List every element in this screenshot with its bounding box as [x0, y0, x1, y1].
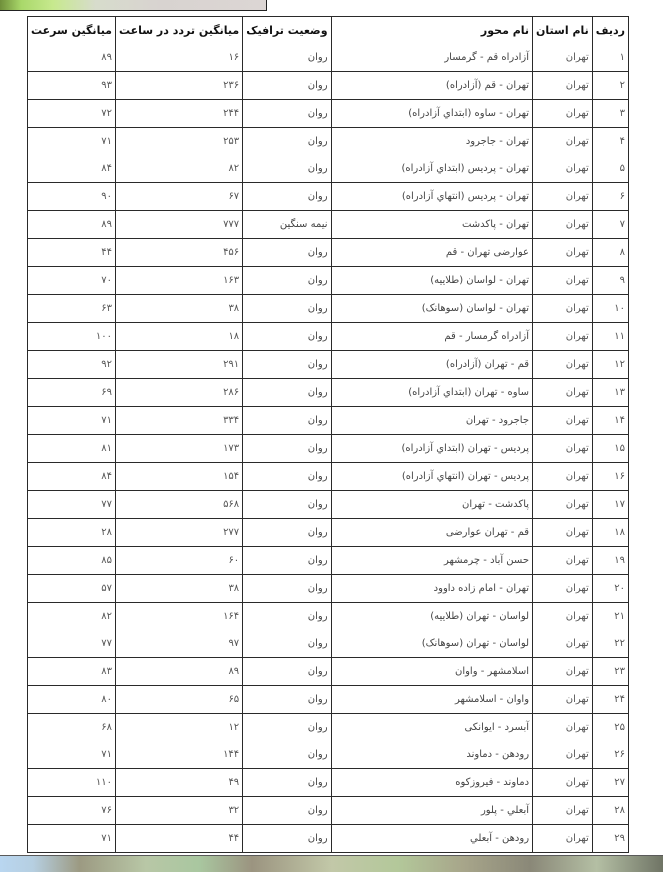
cell-route: رودهن - دماوند: [331, 741, 533, 769]
cell-traffic-status: روان: [243, 435, 331, 463]
cell-index: ۲۲: [592, 630, 628, 658]
cell-hourly-flow: [116, 44, 243, 72]
table-row: [28, 686, 629, 714]
cell-route: پردیس - تهران (انتهاي آزادراه): [331, 463, 533, 491]
cell-province: تهران: [533, 575, 593, 603]
cell-route: آبعلي - پلور: [331, 797, 533, 825]
cell-province: تهران: [533, 211, 593, 239]
cell-average-speed-value: ۱۰۰: [95, 331, 112, 342]
cell-hourly-flow-value: ۱۸: [228, 331, 240, 342]
cell-index: ۶: [592, 183, 628, 211]
cell-index: ۲: [592, 72, 628, 100]
cell-province: تهران: [533, 267, 593, 295]
cell-route: تهران - جاجرود: [331, 128, 533, 156]
cell-hourly-flow: [116, 658, 243, 686]
cell-hourly-flow-value: ۴۵۶: [223, 247, 240, 258]
cell-province: تهران: [533, 351, 593, 379]
table-row: [28, 128, 629, 156]
cell-average-speed-value: ۶۳: [101, 303, 112, 314]
cell-hourly-flow: [116, 630, 243, 658]
cell-index: ۳: [592, 100, 628, 128]
cell-average-speed: [28, 351, 116, 379]
cell-average-speed: [28, 211, 116, 239]
header-index: ردیف: [592, 17, 628, 45]
table-row: [28, 463, 629, 491]
table-row: [28, 351, 629, 379]
cell-average-speed: [28, 575, 116, 603]
cell-average-speed-value: ۱۱۰: [95, 777, 112, 788]
cell-hourly-flow-value: ۱۶: [228, 52, 240, 63]
cell-average-speed-value: ۷۲: [101, 108, 112, 119]
cell-average-speed: [28, 547, 116, 575]
cell-route: تهران - پردیس (انتهاي آزادراه): [331, 183, 533, 211]
cell-index: ۱۵: [592, 435, 628, 463]
cell-average-speed: [28, 825, 116, 853]
cell-average-speed-value: ۶۹: [101, 387, 112, 398]
cell-hourly-flow-value: ۳۲: [228, 805, 240, 816]
cell-index: ۲۴: [592, 686, 628, 714]
cell-hourly-flow-value: ۳۳۴: [223, 415, 240, 426]
table-row: [28, 379, 629, 407]
cell-traffic-status: روان: [243, 72, 331, 100]
table-row: [28, 491, 629, 519]
table-row: [28, 825, 629, 853]
table-header-row: [28, 17, 629, 45]
cell-traffic-status: روان: [243, 519, 331, 547]
table-row: [28, 797, 629, 825]
cell-hourly-flow-value: ۱۶۴: [223, 611, 240, 622]
cell-index: ۱۴: [592, 407, 628, 435]
table-row: [28, 769, 629, 797]
cell-province: تهران: [533, 295, 593, 323]
cell-hourly-flow: [116, 519, 243, 547]
cell-traffic-status: روان: [243, 379, 331, 407]
table-row: [28, 741, 629, 769]
cell-route: رودهن - آبعلي: [331, 825, 533, 853]
cell-average-speed-value: ۸۴: [101, 163, 112, 174]
cell-route: لواسان - تهران (طلاییه): [331, 603, 533, 631]
cell-average-speed-value: ۷۷: [101, 638, 112, 649]
header-route: نام محور: [331, 17, 533, 45]
cell-average-speed-value: ۹۳: [101, 80, 112, 91]
cell-index: ۱۸: [592, 519, 628, 547]
cell-average-speed-value: ۹۰: [101, 191, 112, 202]
cell-average-speed-value: ۶۸: [101, 722, 112, 733]
cell-average-speed: [28, 686, 116, 714]
cell-traffic-status: روان: [243, 267, 331, 295]
cell-route: آزادراه گرمسار - قم: [331, 323, 533, 351]
cell-average-speed-value: ۴۴: [101, 247, 112, 258]
cell-province: تهران: [533, 183, 593, 211]
cell-hourly-flow: [116, 100, 243, 128]
header-hourly-flow: میانگین تردد در ساعت: [116, 17, 243, 45]
cell-route: واوان - اسلامشهر: [331, 686, 533, 714]
cell-average-speed: [28, 100, 116, 128]
table-row: [28, 603, 629, 631]
cell-province: تهران: [533, 686, 593, 714]
cell-hourly-flow: [116, 603, 243, 631]
cell-hourly-flow: [116, 323, 243, 351]
cell-hourly-flow: [116, 183, 243, 211]
cell-index: ۱۷: [592, 491, 628, 519]
cell-route: تهران - ساوه (ابتداي آزادراه): [331, 100, 533, 128]
cell-index: ۴: [592, 128, 628, 156]
cell-average-speed: [28, 603, 116, 631]
cell-hourly-flow-value: ۶۰: [228, 555, 240, 566]
cell-traffic-status: روان: [243, 407, 331, 435]
cell-index: ۱۰: [592, 295, 628, 323]
cell-traffic-status: روان: [243, 686, 331, 714]
header-traffic-status: وضعیت ترافیک: [243, 17, 331, 45]
cell-hourly-flow: [116, 267, 243, 295]
cell-index: ۲۳: [592, 658, 628, 686]
cell-average-speed: [28, 714, 116, 742]
cell-hourly-flow-value: ۶۵: [228, 694, 240, 705]
cell-average-speed-value: ۷۷: [101, 499, 112, 510]
cell-hourly-flow: [116, 825, 243, 853]
cell-traffic-status: روان: [243, 295, 331, 323]
cell-hourly-flow: [116, 575, 243, 603]
cell-average-speed: [28, 630, 116, 658]
cell-hourly-flow: [116, 155, 243, 183]
cell-hourly-flow: [116, 351, 243, 379]
cell-hourly-flow-value: ۹۷: [228, 638, 240, 649]
cell-hourly-flow-value: ۱۷۳: [223, 443, 240, 454]
cell-index: ۲۸: [592, 797, 628, 825]
table-row: [28, 44, 629, 72]
cell-hourly-flow-value: ۵۶۸: [223, 499, 240, 510]
cell-index: ۲۵: [592, 714, 628, 742]
cell-province: تهران: [533, 463, 593, 491]
cell-average-speed: [28, 183, 116, 211]
cell-traffic-status: روان: [243, 825, 331, 853]
cell-traffic-status: روان: [243, 183, 331, 211]
cell-hourly-flow: [116, 547, 243, 575]
cell-route: آزادراه قم - گرمسار: [331, 44, 533, 72]
cell-hourly-flow-value: ۸۹: [228, 666, 240, 677]
cell-index: ۱۱: [592, 323, 628, 351]
table-row: [28, 323, 629, 351]
cell-average-speed-value: ۸۴: [101, 471, 112, 482]
cell-route: تهران - امام زاده داوود: [331, 575, 533, 603]
cell-hourly-flow-value: ۲۵۳: [223, 136, 240, 147]
cell-hourly-flow: [116, 686, 243, 714]
cell-traffic-status: روان: [243, 575, 331, 603]
cell-route: پاکدشت - تهران: [331, 491, 533, 519]
cell-average-speed-value: ۸۹: [101, 52, 112, 63]
cell-province: تهران: [533, 128, 593, 156]
cell-traffic-status: روان: [243, 128, 331, 156]
cell-hourly-flow-value: ۱۴۴: [223, 749, 240, 760]
cell-traffic-status: روان: [243, 491, 331, 519]
cell-average-speed-value: ۵۷: [101, 583, 112, 594]
cell-average-speed-value: ۷۱: [101, 415, 112, 426]
cell-average-speed: [28, 239, 116, 267]
cell-route: تهران - قم (آزادراه): [331, 72, 533, 100]
cell-hourly-flow: [116, 769, 243, 797]
cell-average-speed-value: ۷۰: [101, 275, 112, 286]
cell-index: ۱: [592, 44, 628, 72]
cell-average-speed: [28, 519, 116, 547]
cell-province: تهران: [533, 155, 593, 183]
cell-index: ۹: [592, 267, 628, 295]
cell-hourly-flow-value: ۷۷۷: [223, 219, 240, 230]
cell-route: تهران - لواسان (سوهانک): [331, 295, 533, 323]
cell-hourly-flow-value: ۴۴: [228, 833, 240, 844]
cell-traffic-status: روان: [243, 769, 331, 797]
top-photo-fragment: [0, 0, 267, 11]
table-row: [28, 714, 629, 742]
cell-average-speed-value: ۸۰: [101, 694, 112, 705]
cell-hourly-flow-value: ۶۷: [228, 191, 240, 202]
header-average-speed: میانگین سرعت: [28, 17, 116, 45]
table-row: [28, 239, 629, 267]
cell-hourly-flow-value: ۲۹۱: [223, 359, 240, 370]
cell-hourly-flow-value: ۲۸۶: [223, 387, 240, 398]
cell-route: حسن آباد - چرمشهر: [331, 547, 533, 575]
cell-average-speed: [28, 797, 116, 825]
cell-hourly-flow: [116, 379, 243, 407]
cell-average-speed: [28, 741, 116, 769]
cell-average-speed: [28, 435, 116, 463]
table-row: [28, 407, 629, 435]
cell-province: تهران: [533, 100, 593, 128]
cell-province: تهران: [533, 769, 593, 797]
cell-route: پردیس - تهران (ابتداي آزادراه): [331, 435, 533, 463]
cell-hourly-flow: [116, 463, 243, 491]
cell-index: ۸: [592, 239, 628, 267]
table-row: [28, 100, 629, 128]
cell-hourly-flow-value: ۳۸: [228, 303, 240, 314]
cell-traffic-status: روان: [243, 100, 331, 128]
cell-province: تهران: [533, 714, 593, 742]
cell-average-speed: [28, 407, 116, 435]
cell-route: ساوه - تهران (ابتداي آزادراه): [331, 379, 533, 407]
table-row: [28, 183, 629, 211]
cell-index: ۱۳: [592, 379, 628, 407]
cell-hourly-flow: [116, 741, 243, 769]
cell-hourly-flow-value: ۱۲: [228, 722, 240, 733]
table-row: [28, 575, 629, 603]
cell-hourly-flow: [116, 435, 243, 463]
cell-province: تهران: [533, 491, 593, 519]
cell-hourly-flow: [116, 72, 243, 100]
cell-average-speed-value: ۹۲: [101, 359, 112, 370]
cell-route: اسلامشهر - واوان: [331, 658, 533, 686]
cell-route: آبسرد - ایوانکی: [331, 714, 533, 742]
cell-traffic-status: روان: [243, 630, 331, 658]
cell-traffic-status: روان: [243, 658, 331, 686]
cell-average-speed: [28, 769, 116, 797]
cell-province: تهران: [533, 603, 593, 631]
cell-province: تهران: [533, 658, 593, 686]
cell-average-speed-value: ۷۱: [101, 136, 112, 147]
cell-index: ۲۷: [592, 769, 628, 797]
cell-average-speed: [28, 72, 116, 100]
cell-average-speed: [28, 295, 116, 323]
cell-hourly-flow: [116, 128, 243, 156]
cell-province: تهران: [533, 630, 593, 658]
cell-average-speed-value: ۸۹: [101, 219, 112, 230]
cell-traffic-status: روان: [243, 463, 331, 491]
cell-route: دماوند - فیروزکوه: [331, 769, 533, 797]
cell-hourly-flow: [116, 407, 243, 435]
traffic-status-table: [27, 16, 629, 853]
table-row: [28, 211, 629, 239]
cell-hourly-flow: [116, 239, 243, 267]
cell-province: تهران: [533, 797, 593, 825]
cell-province: تهران: [533, 741, 593, 769]
cell-index: ۲۰: [592, 575, 628, 603]
cell-hourly-flow-value: ۳۸: [228, 583, 240, 594]
table-row: [28, 630, 629, 658]
cell-traffic-status: روان: [243, 603, 331, 631]
cell-hourly-flow: [116, 797, 243, 825]
table-row: [28, 435, 629, 463]
cell-average-speed: [28, 491, 116, 519]
cell-traffic-status: روان: [243, 741, 331, 769]
cell-traffic-status: روان: [243, 155, 331, 183]
cell-index: ۵: [592, 155, 628, 183]
cell-index: ۱۹: [592, 547, 628, 575]
table-row: [28, 519, 629, 547]
cell-hourly-flow: [116, 295, 243, 323]
table-row: [28, 295, 629, 323]
cell-province: تهران: [533, 547, 593, 575]
cell-traffic-status: روان: [243, 547, 331, 575]
cell-hourly-flow-value: ۲۴۴: [223, 108, 240, 119]
cell-index: ۲۱: [592, 603, 628, 631]
cell-average-speed-value: ۸۱: [101, 443, 112, 454]
table-row: [28, 72, 629, 100]
table-row: [28, 658, 629, 686]
cell-average-speed-value: ۸۳: [101, 666, 112, 677]
cell-average-speed-value: ۷۶: [101, 805, 112, 816]
cell-hourly-flow: [116, 491, 243, 519]
cell-traffic-status: روان: [243, 44, 331, 72]
cell-route: تهران - پردیس (ابتداي آزادراه): [331, 155, 533, 183]
cell-route: قم - تهران عوارضی: [331, 519, 533, 547]
cell-average-speed: [28, 44, 116, 72]
cell-hourly-flow: [116, 211, 243, 239]
cell-index: ۷: [592, 211, 628, 239]
cell-province: تهران: [533, 519, 593, 547]
cell-province: تهران: [533, 72, 593, 100]
cell-traffic-status: نیمه سنگین: [243, 211, 331, 239]
cell-traffic-status: روان: [243, 323, 331, 351]
cell-average-speed: [28, 379, 116, 407]
cell-province: تهران: [533, 379, 593, 407]
cell-province: تهران: [533, 323, 593, 351]
cell-route: تهران - لواسان (طلاییه): [331, 267, 533, 295]
cell-route: قم - تهران (آزادراه): [331, 351, 533, 379]
cell-route: تهران - پاکدشت: [331, 211, 533, 239]
table-row: [28, 547, 629, 575]
cell-hourly-flow: [116, 714, 243, 742]
cell-index: ۲۶: [592, 741, 628, 769]
cell-average-speed: [28, 267, 116, 295]
cell-average-speed: [28, 155, 116, 183]
table-row: [28, 267, 629, 295]
cell-hourly-flow-value: ۲۷۷: [223, 527, 240, 538]
cell-route: عوارضی تهران - قم: [331, 239, 533, 267]
header-province: نام استان: [533, 17, 593, 45]
cell-province: تهران: [533, 435, 593, 463]
cell-index: ۱۶: [592, 463, 628, 491]
table-row: [28, 155, 629, 183]
cell-province: تهران: [533, 407, 593, 435]
cell-province: تهران: [533, 239, 593, 267]
cell-hourly-flow-value: ۱۵۴: [223, 471, 240, 482]
cell-hourly-flow-value: ۸۲: [228, 163, 240, 174]
cell-traffic-status: روان: [243, 714, 331, 742]
cell-index: ۲۹: [592, 825, 628, 853]
cell-province: تهران: [533, 44, 593, 72]
cell-average-speed-value: ۷۱: [101, 833, 112, 844]
bottom-photo-fragment: [0, 855, 663, 872]
cell-route: لواسان - تهران (سوهانک): [331, 630, 533, 658]
cell-province: تهران: [533, 825, 593, 853]
cell-traffic-status: روان: [243, 351, 331, 379]
cell-average-speed: [28, 463, 116, 491]
cell-route: جاجرود - تهران: [331, 407, 533, 435]
cell-traffic-status: روان: [243, 239, 331, 267]
cell-hourly-flow-value: ۴۹: [228, 777, 240, 788]
cell-hourly-flow-value: ۲۳۶: [223, 80, 240, 91]
cell-average-speed-value: ۸۵: [101, 555, 112, 566]
cell-average-speed: [28, 323, 116, 351]
cell-average-speed-value: ۷۱: [101, 749, 112, 760]
cell-hourly-flow-value: ۱۶۳: [223, 275, 240, 286]
cell-average-speed: [28, 128, 116, 156]
cell-average-speed-value: ۲۸: [101, 527, 112, 538]
cell-traffic-status: روان: [243, 797, 331, 825]
cell-average-speed-value: ۸۲: [101, 611, 112, 622]
cell-index: ۱۲: [592, 351, 628, 379]
cell-average-speed: [28, 658, 116, 686]
